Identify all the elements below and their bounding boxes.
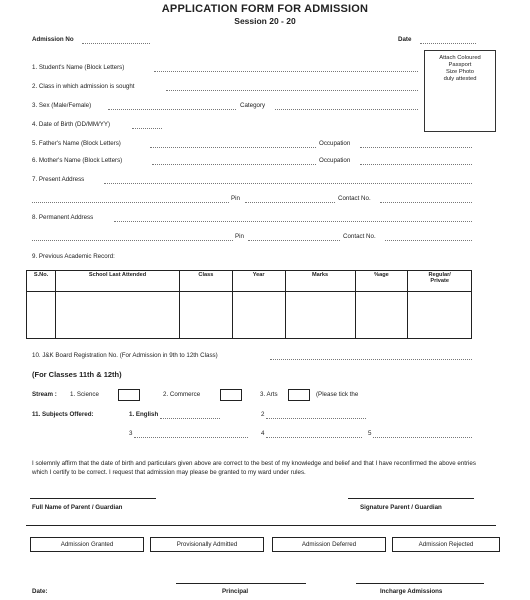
subject-4-label: 4 [261, 430, 265, 437]
col-sno: S.No. [27, 271, 56, 292]
board-registration-label: 10. J&K Board Registration No. (For Admission in 9th to 12th Class) [32, 352, 218, 359]
footer-date-label: Date: [32, 588, 48, 595]
permanent-address-label: 8. Permanent Address [32, 214, 94, 221]
permanent-pin-field[interactable] [248, 240, 340, 241]
category-label: Category [240, 102, 266, 109]
stream-label: Stream : [32, 391, 57, 398]
academic-record-table [26, 270, 472, 339]
present-contact-label: Contact No. [338, 195, 371, 202]
form-title: APPLICATION FORM FOR ADMISSION [161, 3, 369, 15]
subject-5-label: 5 [368, 430, 372, 437]
present-pin-label: Pin [231, 195, 240, 202]
subject-1-field[interactable] [160, 418, 220, 419]
classes-heading: (For Classes 11th & 12th) [32, 370, 122, 379]
subject-2-label: 2 [261, 411, 265, 418]
table-cell[interactable] [27, 292, 56, 339]
category-field[interactable] [275, 109, 418, 110]
table-cell[interactable] [285, 292, 355, 339]
table-header-row [27, 271, 472, 292]
board-registration-field[interactable] [270, 359, 472, 360]
sex-label: 3. Sex (Male/Female) [32, 102, 92, 109]
col-percentage: %age [355, 271, 408, 292]
permanent-address-line2[interactable] [32, 240, 233, 241]
admission-granted-box[interactable]: Admission Granted [30, 537, 144, 552]
permanent-contact-label: Contact No. [343, 233, 376, 240]
parent-name-label: Full Name of Parent / Guardian [32, 504, 123, 511]
science-checkbox[interactable] [118, 389, 140, 401]
academic-record-label: 9. Previous Academic Record: [32, 253, 115, 260]
provisionally-admitted-box[interactable]: Provisionally Admitted [150, 537, 264, 552]
table-cell[interactable] [355, 292, 408, 339]
photo-box-text: Attach Coloured Passport Size Photo duly attested [439, 55, 481, 82]
photo-box[interactable] [424, 50, 496, 132]
principal-sign-line[interactable] [176, 583, 306, 584]
subject-4-field[interactable] [266, 437, 362, 438]
admission-no-field[interactable] [82, 43, 150, 44]
mother-name-label: 6. Mother's Name (Block Letters) [32, 157, 123, 164]
science-label: 1. Science [70, 391, 99, 398]
class-sought-field[interactable] [166, 90, 418, 91]
mother-occupation-label: Occupation [319, 157, 351, 164]
father-occupation-label: Occupation [319, 140, 351, 147]
arts-label: 3. Arts [260, 391, 278, 398]
father-name-label: 5. Father's Name (Block Letters) [32, 140, 121, 147]
principal-label: Principal [222, 588, 249, 595]
table-cell[interactable] [56, 292, 180, 339]
declaration-text: I solemnly affirm that the date of birth and particulars given above are correct to the best of my knowledge and belief and that I have reconfirmed the above entries which I certify to be correct. I request that admission may please be granted to my ward under rules. [32, 460, 476, 476]
student-name-label: 1. Student's Name (Block Letters) [32, 64, 125, 71]
table-cell[interactable] [408, 292, 472, 339]
present-address-line1[interactable] [104, 183, 472, 184]
present-pin-field[interactable] [245, 202, 335, 203]
father-occupation-field[interactable] [360, 147, 472, 148]
dob-field[interactable] [132, 128, 162, 129]
table-cell[interactable] [232, 292, 285, 339]
subject-2-field[interactable] [266, 418, 366, 419]
date-label: Date [398, 36, 412, 43]
subject-5-field[interactable] [373, 437, 472, 438]
section-divider [26, 525, 496, 526]
admission-deferred-box[interactable]: Admission Deferred [272, 537, 386, 552]
commerce-checkbox[interactable] [220, 389, 242, 401]
table-cell[interactable] [179, 292, 232, 339]
present-address-label: 7. Present Address [32, 176, 85, 183]
admission-rejected-box[interactable]: Admission Rejected [392, 537, 500, 552]
present-contact-field[interactable] [380, 202, 472, 203]
subject-3-label: 3 [129, 430, 133, 437]
incharge-label: Incharge Admissions [380, 588, 443, 595]
admission-no-label: Admission No [32, 36, 74, 43]
permanent-address-line1[interactable] [114, 221, 472, 222]
mother-name-field[interactable] [152, 164, 316, 165]
arts-checkbox[interactable] [288, 389, 310, 401]
sex-field[interactable] [108, 109, 236, 110]
col-year: Year [232, 271, 285, 292]
student-name-field[interactable] [154, 71, 418, 72]
table-row[interactable] [27, 292, 472, 339]
col-marks: Marks [285, 271, 355, 292]
incharge-sign-line[interactable] [356, 583, 484, 584]
commerce-label: 2. Commerce [163, 391, 201, 398]
parent-name-line[interactable] [30, 498, 156, 499]
session-line: Session 20 - 20 [234, 16, 296, 26]
subject-3-field[interactable] [134, 437, 248, 438]
col-class: Class [179, 271, 232, 292]
mother-occupation-field[interactable] [360, 164, 472, 165]
permanent-contact-field[interactable] [385, 240, 472, 241]
father-name-field[interactable] [150, 147, 316, 148]
col-regular-private: Regular/ Private [408, 271, 472, 292]
permanent-pin-label: Pin [235, 233, 244, 240]
subject-1-label: 1. English [129, 411, 159, 418]
subjects-offered-label: 11. Subjects Offered: [32, 411, 94, 418]
parent-sign-label: Signature Parent / Guardian [360, 504, 442, 511]
class-sought-label: 2. Class in which admission is sought [32, 83, 135, 90]
col-school: School Last Attended [56, 271, 180, 292]
date-field[interactable] [420, 43, 476, 44]
dob-label: 4. Date of Birth (DD/MM/YY) [32, 121, 111, 128]
parent-sign-line[interactable] [348, 498, 474, 499]
tick-note: (Please tick the [316, 391, 359, 398]
present-address-line2[interactable] [32, 202, 229, 203]
